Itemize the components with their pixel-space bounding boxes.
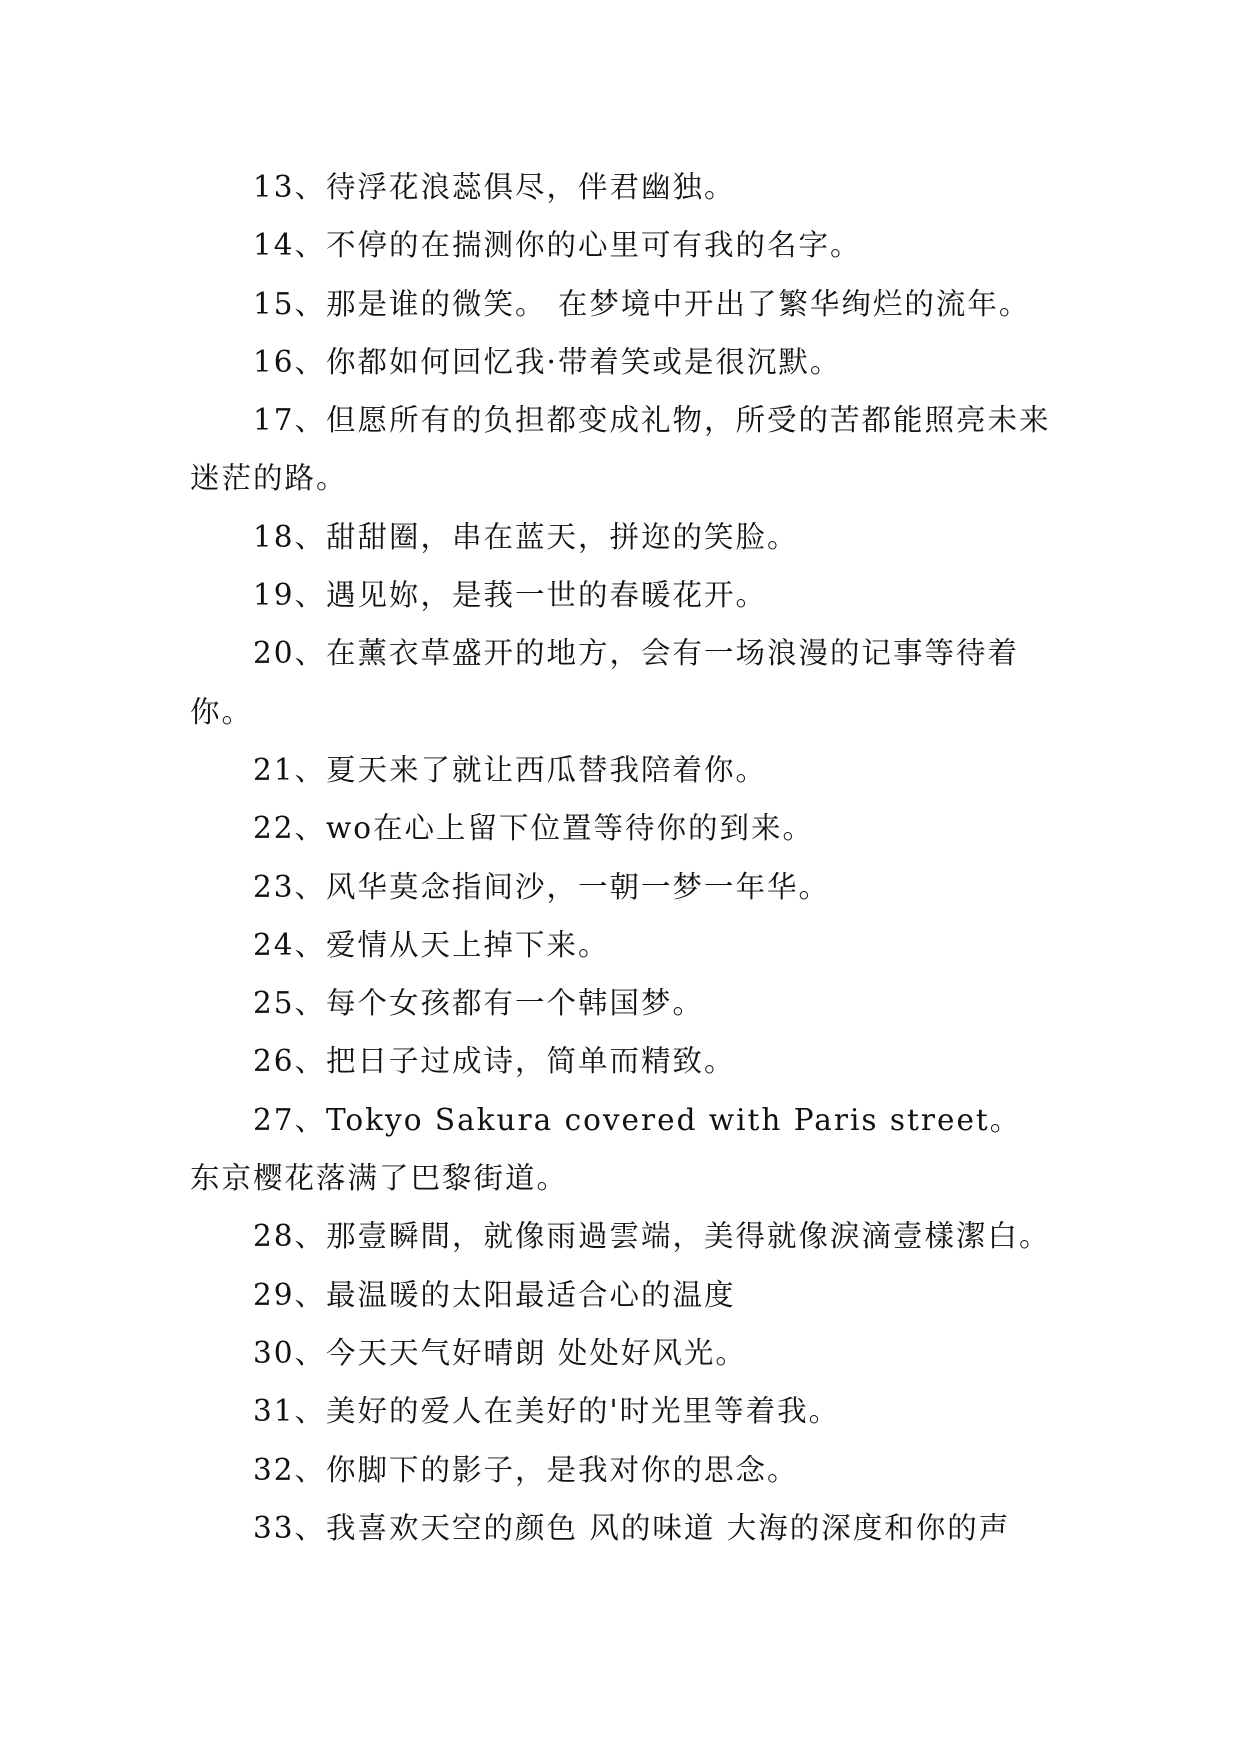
paragraph-28: 28、那壹瞬間，就像雨過雲端，美得就像淚滴壹樣潔白。: [253, 1219, 1051, 1254]
paragraph-23: 23、风华莫念指间沙，一朝一梦一年华。: [253, 869, 831, 904]
paragraph-30: 30、今天天气好晴朗 处处好风光。: [253, 1335, 747, 1370]
paragraph-29: 29、最温暖的太阳最适合心的温度: [253, 1277, 736, 1312]
document-body: [190, 158, 1052, 1557]
paragraph-27: 27、Tokyo Sakura covered with Paris street。东京樱花落满了巴黎街道。: [190, 1102, 1022, 1196]
paragraph-19: 19、遇见妳，是莪一世的春暖花开。: [253, 578, 768, 613]
paragraph-33: 33、我喜欢天空的颜色 风的味道 大海的深度和你的声: [253, 1510, 1011, 1545]
paragraph-16: 16、你都如何回忆我·带着笑或是很沉默。: [253, 344, 842, 379]
paragraph-21: 21、夏天来了就让西瓜替我陪着你。: [253, 752, 768, 787]
paragraph-14: 14、不停的在揣测你的心里可有我的名字。: [253, 228, 862, 263]
paragraph-32: 32、你脚下的影子，是我对你的思念。: [253, 1452, 799, 1487]
paragraph-15: 15、那是谁的微笑。 在梦境中开出了繁华绚烂的流年。: [253, 286, 1031, 321]
paragraph-22: 22、wo在心上留下位置等待你的到来。: [253, 811, 815, 846]
paragraph-20: 20、在薰衣草盛开的地方，会有一场浪漫的记事等待着你。: [190, 636, 1020, 729]
paragraph-31: 31、美好的爱人在美好的'时光里等着我。: [253, 1394, 841, 1429]
paragraph-18: 18、甜甜圈，串在蓝天，拼迩的笑脸。: [253, 519, 799, 554]
paragraph-24: 24、爱情从天上掉下来。: [253, 927, 610, 962]
paragraph-17: 17、但愿所有的负担都变成礼物，所受的苦都能照亮未来迷茫的路。: [190, 403, 1051, 496]
paragraph-13: 13、待浮花浪蕊俱尽，伴君幽独。: [253, 170, 736, 204]
paragraph-26: 26、把日子过成诗，简单而精致。: [253, 1044, 736, 1079]
paragraph-25: 25、每个女孩都有一个韩国梦。: [253, 986, 705, 1021]
